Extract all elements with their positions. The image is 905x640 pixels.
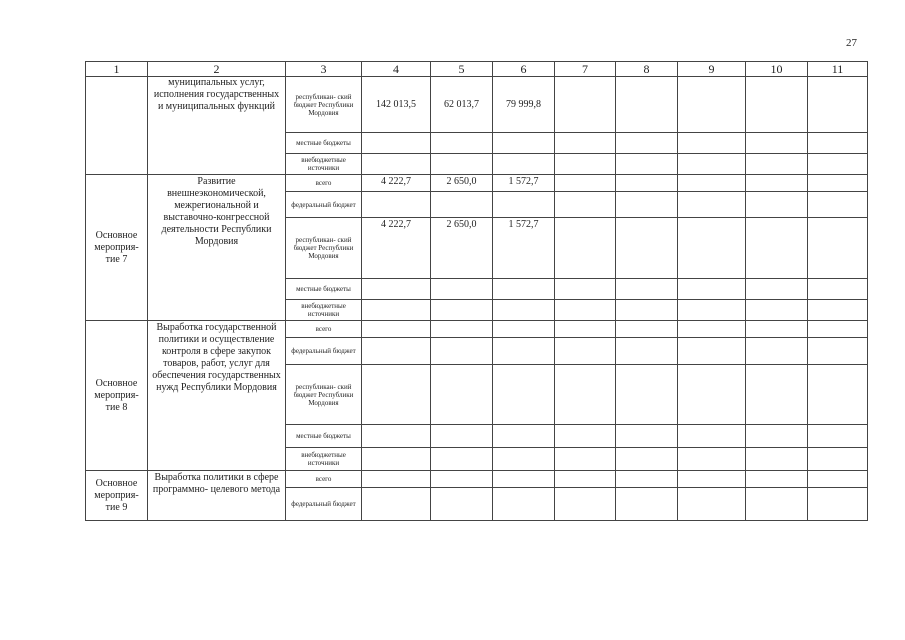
value-cell-5 xyxy=(431,488,493,521)
empty-cell-11 xyxy=(808,321,868,338)
empty-cell-7 xyxy=(555,425,616,448)
empty-cell-7 xyxy=(555,448,616,471)
value-cell-6 xyxy=(493,154,555,175)
empty-cell-8 xyxy=(616,154,678,175)
empty-cell-8 xyxy=(616,218,678,279)
column-header-10: 10 xyxy=(746,62,808,77)
empty-cell-11 xyxy=(808,448,868,471)
empty-cell-10 xyxy=(746,192,808,218)
empty-cell-11 xyxy=(808,154,868,175)
empty-cell-8 xyxy=(616,175,678,192)
empty-cell-7 xyxy=(555,321,616,338)
measure-name: муниципальных услуг, исполнения государственных и муниципальных функций xyxy=(148,77,286,175)
value-cell-6 xyxy=(493,488,555,521)
value-cell-6 xyxy=(493,279,555,300)
value-cell-6: 1 572,7 xyxy=(493,175,555,192)
page-number: 27 xyxy=(846,37,857,49)
empty-cell-7 xyxy=(555,365,616,425)
value-cell-6 xyxy=(493,133,555,154)
empty-cell-10 xyxy=(746,175,808,192)
empty-cell-11 xyxy=(808,279,868,300)
header-row xyxy=(86,62,868,77)
funding-source: всего xyxy=(286,175,362,192)
column-header-7: 7 xyxy=(555,62,616,77)
column-header-4: 4 xyxy=(362,62,431,77)
column-header-2: 2 xyxy=(148,62,286,77)
funding-source: федеральный бюджет xyxy=(286,488,362,521)
empty-cell-10 xyxy=(746,300,808,321)
empty-cell-8 xyxy=(616,338,678,365)
value-cell-5 xyxy=(431,133,493,154)
measure-label: Основное мероприя- тие 9 xyxy=(86,471,148,521)
value-cell-5: 2 650,0 xyxy=(431,175,493,192)
empty-cell-10 xyxy=(746,425,808,448)
funding-source: республикан- ский бюджет Республики Мордовия xyxy=(286,77,362,133)
value-cell-5 xyxy=(431,154,493,175)
value-cell-4 xyxy=(362,425,431,448)
empty-cell-10 xyxy=(746,471,808,488)
table-body xyxy=(86,77,868,521)
column-header-6: 6 xyxy=(493,62,555,77)
value-cell-5 xyxy=(431,338,493,365)
value-cell-4 xyxy=(362,133,431,154)
value-cell-6 xyxy=(493,321,555,338)
empty-cell-11 xyxy=(808,300,868,321)
empty-cell-8 xyxy=(616,77,678,133)
value-cell-5 xyxy=(431,321,493,338)
measure-name: Выработка политики в сфере программно- целевого метода xyxy=(148,471,286,521)
value-cell-5: 62 013,7 xyxy=(431,77,493,133)
empty-cell-10 xyxy=(746,488,808,521)
funding-source: всего xyxy=(286,471,362,488)
value-cell-4 xyxy=(362,338,431,365)
funding-source: внебюджетные источники xyxy=(286,300,362,321)
value-cell-4: 4 222,7 xyxy=(362,218,431,279)
empty-cell-11 xyxy=(808,488,868,521)
column-header-8: 8 xyxy=(616,62,678,77)
value-cell-5 xyxy=(431,448,493,471)
value-cell-4 xyxy=(362,192,431,218)
empty-cell-11 xyxy=(808,77,868,133)
empty-cell-9 xyxy=(678,365,746,425)
value-cell-4 xyxy=(362,321,431,338)
value-cell-4 xyxy=(362,488,431,521)
empty-cell-7 xyxy=(555,300,616,321)
empty-cell-9 xyxy=(678,154,746,175)
empty-cell-9 xyxy=(678,300,746,321)
empty-cell-8 xyxy=(616,192,678,218)
table-row xyxy=(86,175,868,192)
empty-cell-8 xyxy=(616,321,678,338)
empty-cell-8 xyxy=(616,448,678,471)
column-header-1: 1 xyxy=(86,62,148,77)
empty-cell-8 xyxy=(616,425,678,448)
funding-source: местные бюджеты xyxy=(286,133,362,154)
value-cell-4 xyxy=(362,279,431,300)
column-header-3: 3 xyxy=(286,62,362,77)
empty-cell-9 xyxy=(678,488,746,521)
empty-cell-9 xyxy=(678,448,746,471)
empty-cell-9 xyxy=(678,218,746,279)
funding-source: местные бюджеты xyxy=(286,425,362,448)
value-cell-5 xyxy=(431,192,493,218)
empty-cell-9 xyxy=(678,321,746,338)
value-cell-4 xyxy=(362,154,431,175)
funding-source: республикан- ский бюджет Республики Мордовия xyxy=(286,218,362,279)
empty-cell-10 xyxy=(746,279,808,300)
empty-cell-7 xyxy=(555,77,616,133)
empty-cell-10 xyxy=(746,77,808,133)
empty-cell-9 xyxy=(678,192,746,218)
empty-cell-8 xyxy=(616,300,678,321)
measure-name: Выработка государственной политики и осуществление контроля в сфере закупок товаров, работ, услуг для обеспечения государственных нужд Республики Мордовия xyxy=(148,321,286,471)
value-cell-4: 142 013,5 xyxy=(362,77,431,133)
value-cell-5 xyxy=(431,425,493,448)
table-row xyxy=(86,77,868,133)
funding-source: местные бюджеты xyxy=(286,279,362,300)
empty-cell-7 xyxy=(555,488,616,521)
value-cell-4 xyxy=(362,448,431,471)
value-cell-6 xyxy=(493,448,555,471)
empty-cell-9 xyxy=(678,425,746,448)
empty-cell-8 xyxy=(616,488,678,521)
funding-source: всего xyxy=(286,321,362,338)
value-cell-6: 79 999,8 xyxy=(493,77,555,133)
value-cell-5 xyxy=(431,365,493,425)
funding-source: федеральный бюджет xyxy=(286,192,362,218)
empty-cell-11 xyxy=(808,133,868,154)
empty-cell-9 xyxy=(678,133,746,154)
empty-cell-7 xyxy=(555,192,616,218)
empty-cell-7 xyxy=(555,133,616,154)
empty-cell-9 xyxy=(678,175,746,192)
value-cell-5: 2 650,0 xyxy=(431,218,493,279)
value-cell-5 xyxy=(431,279,493,300)
empty-cell-7 xyxy=(555,154,616,175)
empty-cell-9 xyxy=(678,471,746,488)
funding-source: федеральный бюджет xyxy=(286,338,362,365)
funding-source: внебюджетные источники xyxy=(286,154,362,175)
column-header-11: 11 xyxy=(808,62,868,77)
column-header-9: 9 xyxy=(678,62,746,77)
value-cell-4 xyxy=(362,300,431,321)
value-cell-6 xyxy=(493,300,555,321)
empty-cell-7 xyxy=(555,338,616,365)
empty-cell-11 xyxy=(808,338,868,365)
empty-cell-8 xyxy=(616,133,678,154)
empty-cell-11 xyxy=(808,192,868,218)
value-cell-4 xyxy=(362,365,431,425)
column-header-5: 5 xyxy=(431,62,493,77)
empty-cell-11 xyxy=(808,425,868,448)
empty-cell-10 xyxy=(746,218,808,279)
empty-cell-10 xyxy=(746,133,808,154)
empty-cell-11 xyxy=(808,218,868,279)
value-cell-4 xyxy=(362,471,431,488)
value-cell-6 xyxy=(493,338,555,365)
empty-cell-9 xyxy=(678,338,746,365)
measure-label: Основное мероприя- тие 8 xyxy=(86,321,148,471)
empty-cell-9 xyxy=(678,77,746,133)
value-cell-5 xyxy=(431,300,493,321)
funding-source: республикан- ский бюджет Республики Мордовия xyxy=(286,365,362,425)
empty-cell-10 xyxy=(746,321,808,338)
value-cell-5 xyxy=(431,471,493,488)
empty-cell-11 xyxy=(808,175,868,192)
value-cell-6 xyxy=(493,365,555,425)
empty-cell-10 xyxy=(746,448,808,471)
funding-source: внебюджетные источники xyxy=(286,448,362,471)
value-cell-6 xyxy=(493,425,555,448)
value-cell-4: 4 222,7 xyxy=(362,175,431,192)
value-cell-6: 1 572,7 xyxy=(493,218,555,279)
value-cell-6 xyxy=(493,192,555,218)
empty-cell-11 xyxy=(808,365,868,425)
empty-cell-10 xyxy=(746,154,808,175)
empty-cell-8 xyxy=(616,279,678,300)
table-row xyxy=(86,321,868,338)
measure-name: Развитие внешнеэкономической, межрегиональной и выставочно-конгрессной деятельности Республики Мордовия xyxy=(148,175,286,321)
empty-cell-7 xyxy=(555,279,616,300)
empty-cell-9 xyxy=(678,279,746,300)
budget-table xyxy=(85,61,868,521)
empty-cell-7 xyxy=(555,218,616,279)
empty-cell-10 xyxy=(746,365,808,425)
empty-cell-8 xyxy=(616,365,678,425)
empty-cell-8 xyxy=(616,471,678,488)
empty-cell-10 xyxy=(746,338,808,365)
value-cell-6 xyxy=(493,471,555,488)
empty-cell-11 xyxy=(808,471,868,488)
measure-label xyxy=(86,77,148,175)
measure-label: Основное мероприя- тие 7 xyxy=(86,175,148,321)
empty-cell-7 xyxy=(555,471,616,488)
empty-cell-7 xyxy=(555,175,616,192)
table-row xyxy=(86,471,868,488)
